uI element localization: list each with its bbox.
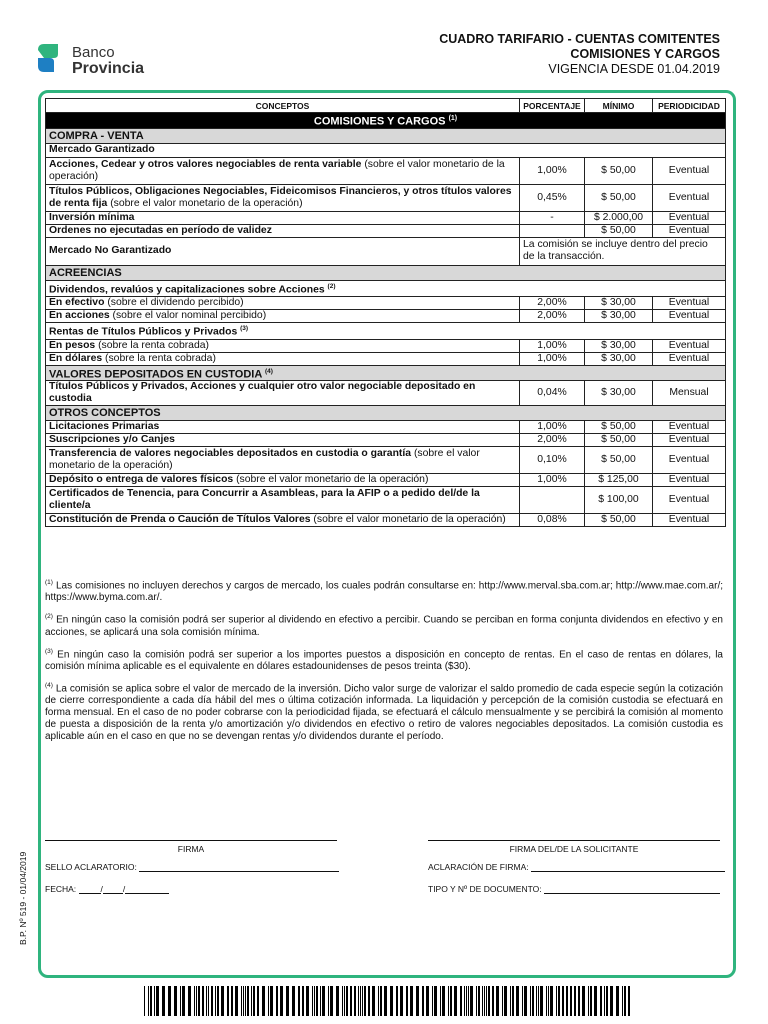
subsection-rentas: Rentas de Títulos Públicos y Privados $^{(3)}$ bbox=[46, 323, 726, 339]
client-signature-label: FIRMA DEL/DE LA SOLICITANTE bbox=[509, 844, 639, 854]
signature-line bbox=[45, 840, 337, 841]
section-custodia: VALORES DEPOSITADOS EN CUSTODIA $^{(4)}$ bbox=[46, 365, 726, 381]
table-banner-row bbox=[46, 113, 726, 129]
form-code: B.P. Nº 519 - 01/04/2019 bbox=[18, 851, 28, 945]
col-header-minimo: MÍNIMO bbox=[585, 99, 653, 113]
footnote: $^{(3)}$ En ningún caso la comisión podrá ser superior a los importes puestos a disposición en concepto de rentas. En el caso de rentas en dólares, la comisión mínima aplicable es el equivalente en dólares estadounidenses de pesos treinta ($30). bbox=[45, 647, 723, 672]
table-row: Acciones, Cedear y otros valores negociables de renta variable (sobre el valor monetario de la operación) 1,00% $ 50,00 Eventual bbox=[46, 157, 726, 184]
clarification-field[interactable]: ACLARACIÓN DE FIRMA: bbox=[428, 862, 725, 872]
section-otros: OTROS CONCEPTOS bbox=[46, 406, 726, 421]
footnotes bbox=[45, 577, 723, 750]
footnote: $^{(1)}$ Las comisiones no incluyen derechos y cargos de mercado, los cuales podrán consultarse en: http://www.merval.sba.com.ar; http://www.mae.com.ar/; https://www.byma.com.ar/. bbox=[45, 579, 723, 604]
table-row: Títulos Públicos, Obligaciones Negociables, Fideicomisos Financieros, y otros títulos valores de renta fija (sobre el valor monetario de la operación) 0,45% $ 50,00 Eventual bbox=[46, 184, 726, 211]
table-row: Constitución de Prenda o Caución de Títulos Valores (sobre el valor monetario de la operación) 0,08% $ 50,00 Eventual bbox=[46, 514, 726, 527]
bank-logo-icon bbox=[34, 40, 64, 76]
table-row: Ordenes no ejecutadas en período de validez $ 50,00 Eventual bbox=[46, 224, 726, 237]
section-compra-venta: COMPRA - VENTA bbox=[46, 128, 726, 143]
date-field[interactable]: FECHA: / / bbox=[45, 884, 169, 894]
tariff-table bbox=[45, 98, 726, 527]
validity-date: VIGENCIA DESDE 01.04.2019 bbox=[548, 62, 720, 76]
bank-logo bbox=[34, 40, 154, 80]
col-header-conceptos: CONCEPTOS bbox=[46, 99, 520, 113]
table-header-row bbox=[46, 99, 726, 113]
table-banner: COMISIONES Y CARGOS $^{(1)}$ bbox=[46, 113, 726, 129]
stamp-field[interactable]: SELLO ACLARATORIO: bbox=[45, 862, 339, 872]
col-header-periodicidad: PERIODICIDAD bbox=[653, 99, 726, 113]
table-row: Licitaciones Primarias 1,00% $ 50,00 Eventual bbox=[46, 421, 726, 434]
subsection-dividendos: Dividendos, revalúos y capitalizaciones sobre Acciones $^{(2)}$ bbox=[46, 280, 726, 296]
section-acreencias: ACREENCIAS bbox=[46, 265, 726, 280]
footnote: $^{(4)}$ La comisión se aplica sobre el valor de mercado de la inversión. Dicho valor surge de valorizar el saldo promedio de cada especie según la cotización de cierre correspondiente a cada día hábil del mes o última cotización informada. La liquidación y percepción de la comisión custodia se efectuará en forma mensual. En el caso de no poder cobrarse con la periodicidad fijada, se efectuará el cálculo mensualmente y se percibirá la comisión al momento de puesta a disposición de la renta y/o amortización y/o dividendos en efectivo o retiro de valores negociables depositados. La comisión custodia es aplicable aún en el caso en que no se devengan rentas y/o dividendos durante el período. bbox=[45, 681, 723, 743]
brand-line2: Provincia bbox=[72, 60, 145, 77]
table-row: Mercado No Garantizado La comisión se incluye dentro del precio de la transacción. bbox=[46, 237, 726, 265]
table-row: Títulos Públicos y Privados, Acciones y cualquier otro valor negociable depositado en custodia 0,04% $ 30,00 Mensual bbox=[46, 381, 726, 406]
table-row: Inversión mínima - $ 2.000,00 Eventual bbox=[46, 211, 726, 224]
table-row: En acciones (sobre el valor nominal percibido) 2,00% $ 30,00 Eventual bbox=[46, 310, 726, 323]
signature-label: FIRMA bbox=[177, 844, 205, 854]
brand-line1: Banco bbox=[72, 44, 115, 61]
barcode bbox=[144, 986, 630, 1016]
document-subtitle: COMISIONES Y CARGOS bbox=[570, 47, 720, 61]
table-row: En efectivo (sobre el dividendo percibido) 2,00% $ 30,00 Eventual bbox=[46, 297, 726, 310]
client-signature-line bbox=[428, 840, 720, 841]
no-garantizado-note: La comisión se incluye dentro del precio de la transacción. bbox=[520, 237, 726, 265]
table-row: Suscripciones y/o Canjes 2,00% $ 50,00 Eventual bbox=[46, 434, 726, 447]
table-row: Depósito o entrega de valores físicos (sobre el valor monetario de la operación) 1,00% $ 125,00 Eventual bbox=[46, 474, 726, 487]
table-row: Certificados de Tenencia, para Concurrir a Asambleas, para la AFIP o a pedido del/de la cliente/a $ 100,00 Eventual bbox=[46, 487, 726, 514]
col-header-porcentaje: PORCENTAJE bbox=[520, 99, 585, 113]
subsection-mercado-garantizado: Mercado Garantizado bbox=[46, 143, 726, 157]
table-row: Transferencia de valores negociables depositados en custodia o garantía (sobre el valor monetario de la operación) 0,10% $ 50,00 Eventual bbox=[46, 447, 726, 474]
footnote: $^{(2)}$ En ningún caso la comisión podrá ser superior al dividendo en efectivo a percibir. Cuando se perciban en forma conjunta dividendos en efectivo y en acciones, se aplicará una sola comisión mínima. bbox=[45, 613, 723, 638]
table-row: En dólares (sobre la renta cobrada) 1,00% $ 30,00 Eventual bbox=[46, 352, 726, 365]
document-id-field[interactable]: TIPO Y Nº DE DOCUMENTO: bbox=[428, 884, 720, 894]
document-header bbox=[439, 32, 720, 77]
table-row: En pesos (sobre la renta cobrada) 1,00% $ 30,00 Eventual bbox=[46, 339, 726, 352]
document-title: CUADRO TARIFARIO - CUENTAS COMITENTES bbox=[439, 32, 720, 46]
